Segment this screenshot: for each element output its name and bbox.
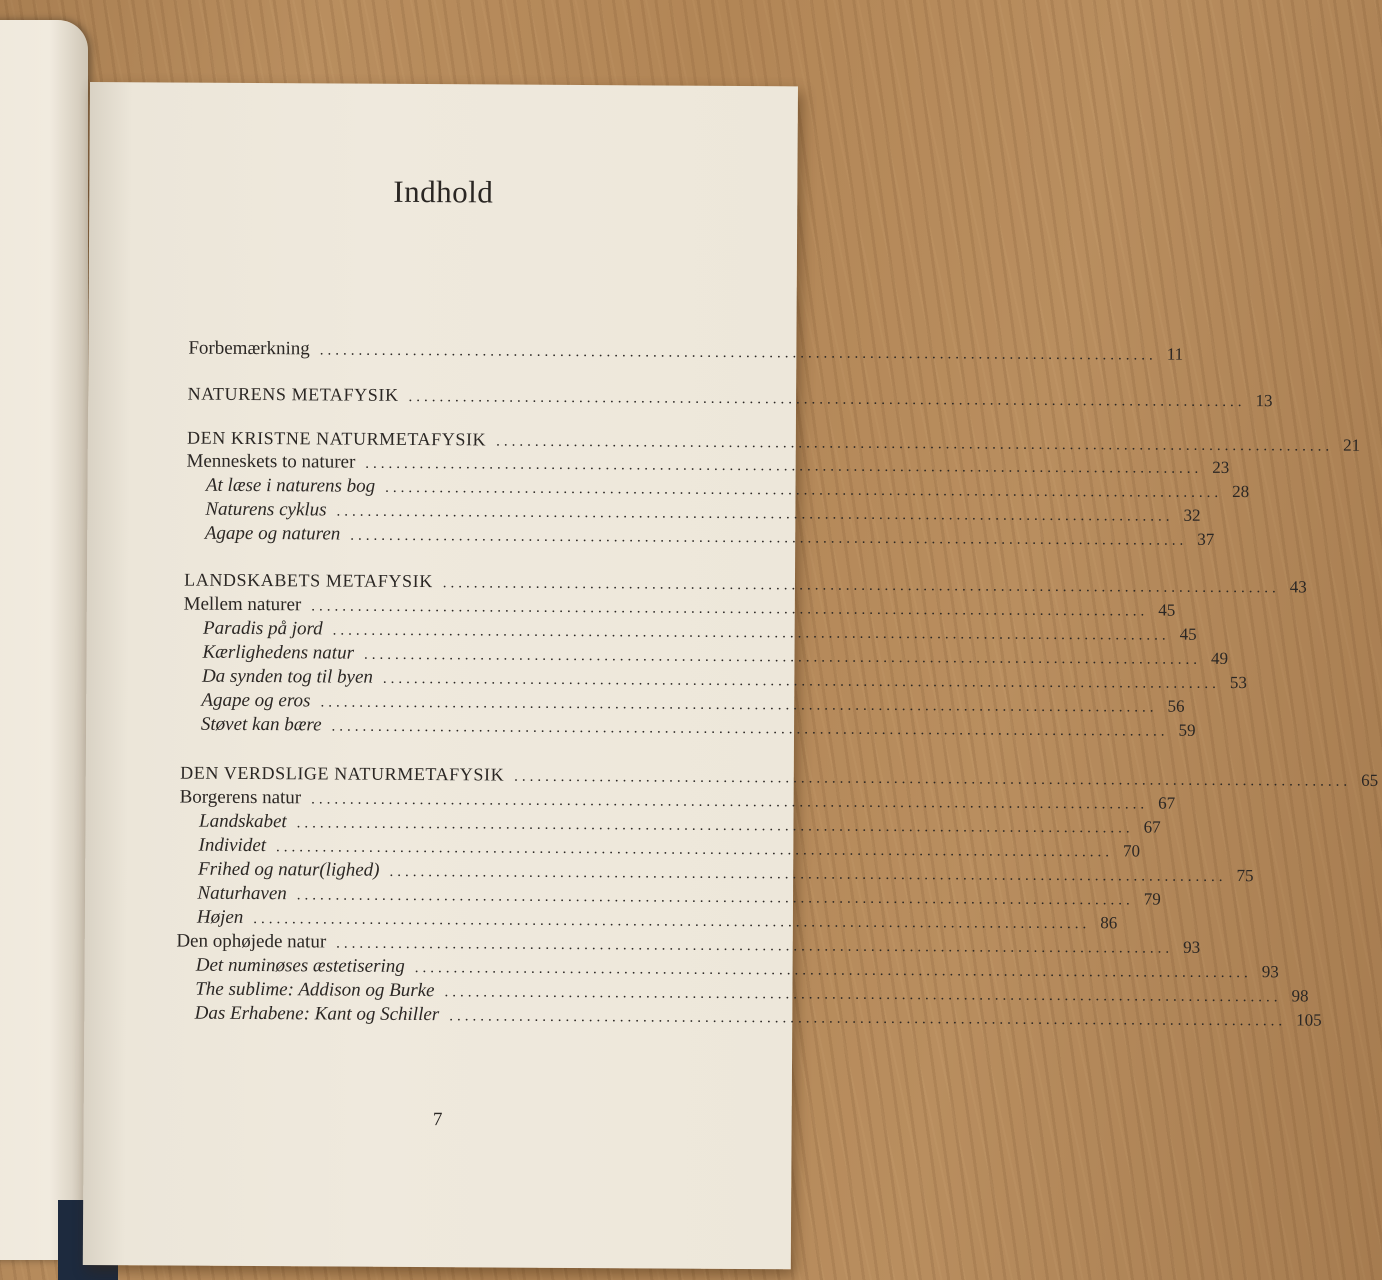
dot-leader: ............................................................................................................	[408, 388, 1246, 411]
dot-leader: ............................................................................................................	[363, 646, 1202, 668]
toc-entry-page-number: 70	[1122, 841, 1141, 861]
dot-leader: ............................................................................................................	[382, 670, 1220, 692]
toc-entry-page-number: 21	[1343, 435, 1361, 455]
toc-subsection-entry	[185, 522, 1215, 552]
dot-leader: ............................................................................................................	[311, 791, 1149, 813]
dot-leader: ............................................................................................................	[311, 598, 1149, 620]
dot-leader: ............................................................................................................	[442, 575, 1280, 597]
toc-entry-label: Borgerens natur	[179, 786, 302, 809]
toc-entry-label: Agape og eros	[201, 689, 311, 712]
toc-entry-label: Da synden tog til byen	[201, 665, 374, 688]
toc-entry-page-number: 32	[1183, 505, 1201, 525]
toc-chapter-entry	[188, 337, 1184, 367]
toc-entry-page-number: 43	[1289, 577, 1307, 597]
dot-leader: ............................................................................................................	[414, 960, 1252, 982]
dot-leader: ............................................................................................................	[496, 433, 1334, 455]
toc-entry-page-number: 56	[1167, 696, 1185, 716]
toc-entry-page-number: 105	[1296, 1010, 1322, 1030]
table-of-contents	[176, 337, 1379, 1030]
page-number: 7	[432, 1109, 443, 1131]
dot-leader: ............................................................................................................	[350, 527, 1188, 549]
dot-leader: ............................................................................................................	[336, 503, 1174, 525]
toc-entry-page-number: 93	[1261, 962, 1279, 982]
toc-entry-page-number: 45	[1158, 600, 1176, 620]
toc-entry-label: Paradis på jord	[203, 617, 323, 640]
toc-entry-label: Individet	[198, 834, 267, 857]
dot-leader: ............................................................................................................	[514, 768, 1352, 790]
toc-entry-label: Den ophøjede natur	[176, 930, 327, 953]
toc-entry-label: LANDSKABETS METAFYSIK	[184, 569, 433, 592]
toc-entry-page-number: 49	[1210, 648, 1229, 668]
toc-entry-label: DEN VERDSLIGE NATURMETAFYSIK	[180, 762, 505, 785]
toc-subsection-entry	[175, 1002, 1322, 1032]
toc-entry-page-number: 59	[1178, 720, 1196, 740]
dot-leader: ............................................................................................................	[444, 984, 1282, 1006]
dot-leader: ............................................................................................................	[331, 718, 1169, 740]
toc-entry-label: Menneskets to naturer	[186, 450, 356, 473]
toc-entry-page-number: 65	[1361, 770, 1379, 790]
dot-leader: ............................................................................................................	[296, 887, 1134, 909]
toc-entry-label: Das Erhabene: Kant og Schiller	[194, 1002, 440, 1026]
toc-entry-page-number: 86	[1100, 913, 1118, 933]
toc-entry-page-number: 11	[1166, 344, 1184, 364]
dot-leader: ............................................................................................................	[449, 1008, 1287, 1030]
toc-entry-label: Frihed og natur(lighed)	[197, 858, 380, 881]
toc-entry-page-number: 93	[1183, 937, 1201, 957]
toc-entry-label: Højen	[196, 906, 244, 928]
page-title: Indhold	[393, 173, 494, 210]
dot-leader: ............................................................................................................	[253, 911, 1091, 933]
toc-entry-page-number: 67	[1158, 793, 1176, 813]
book-page	[83, 82, 1379, 1269]
toc-entry-label: At læse i naturens bog	[205, 474, 376, 497]
toc-entry-label: Agape og naturen	[204, 522, 341, 545]
toc-subsection-entry	[181, 713, 1196, 743]
dot-leader: ............................................................................................................	[320, 694, 1158, 716]
toc-entry-label: Naturens cyklus	[205, 498, 327, 521]
toc-entry-page-number: 23	[1212, 457, 1230, 477]
toc-entry-label: The sublime: Addison og Burke	[195, 978, 435, 1002]
toc-entry-page-number: 75	[1236, 866, 1254, 886]
toc-entry-label: Landskabet	[199, 810, 287, 833]
toc-entry-page-number: 53	[1229, 672, 1247, 693]
toc-entry-page-number: 67	[1143, 817, 1161, 837]
toc-entry-page-number: 28	[1232, 481, 1250, 502]
toc-entry-page-number: 79	[1143, 889, 1161, 909]
toc-entry-label: DEN KRISTNE NATURMETAFYSIK	[186, 427, 487, 450]
toc-entry-page-number: 37	[1197, 529, 1215, 549]
dot-leader: ............................................................................................................	[365, 455, 1203, 477]
toc-entry-label: Støvet kan bære	[200, 713, 322, 736]
toc-entry-label: NATURENS METAFYSIK	[187, 383, 399, 405]
dot-leader: ............................................................................................................	[276, 839, 1114, 861]
toc-entry-page-number: 45	[1179, 624, 1197, 644]
toc-entry-page-number: 13	[1255, 391, 1273, 411]
dot-leader: ............................................................................................................	[389, 863, 1227, 885]
toc-entry-label: Mellem naturer	[183, 593, 302, 616]
facing-page	[0, 20, 88, 1260]
dot-leader: ............................................................................................................	[385, 479, 1223, 501]
dot-leader: ............................................................................................................	[319, 342, 1157, 364]
toc-entry-label: Det numinøses æstetisering	[195, 954, 405, 977]
dot-leader: ............................................................................................................	[336, 935, 1174, 957]
toc-entry-label: Naturhaven	[197, 882, 287, 905]
dot-leader: ............................................................................................................	[296, 815, 1134, 837]
toc-entry-label: Kærlighedens natur	[202, 641, 355, 664]
toc-part-entry	[187, 383, 1273, 413]
toc-entry-page-number: 98	[1291, 986, 1309, 1006]
toc-entry-label: Forbemærkning	[188, 337, 310, 360]
dot-leader: ............................................................................................................	[332, 622, 1170, 644]
